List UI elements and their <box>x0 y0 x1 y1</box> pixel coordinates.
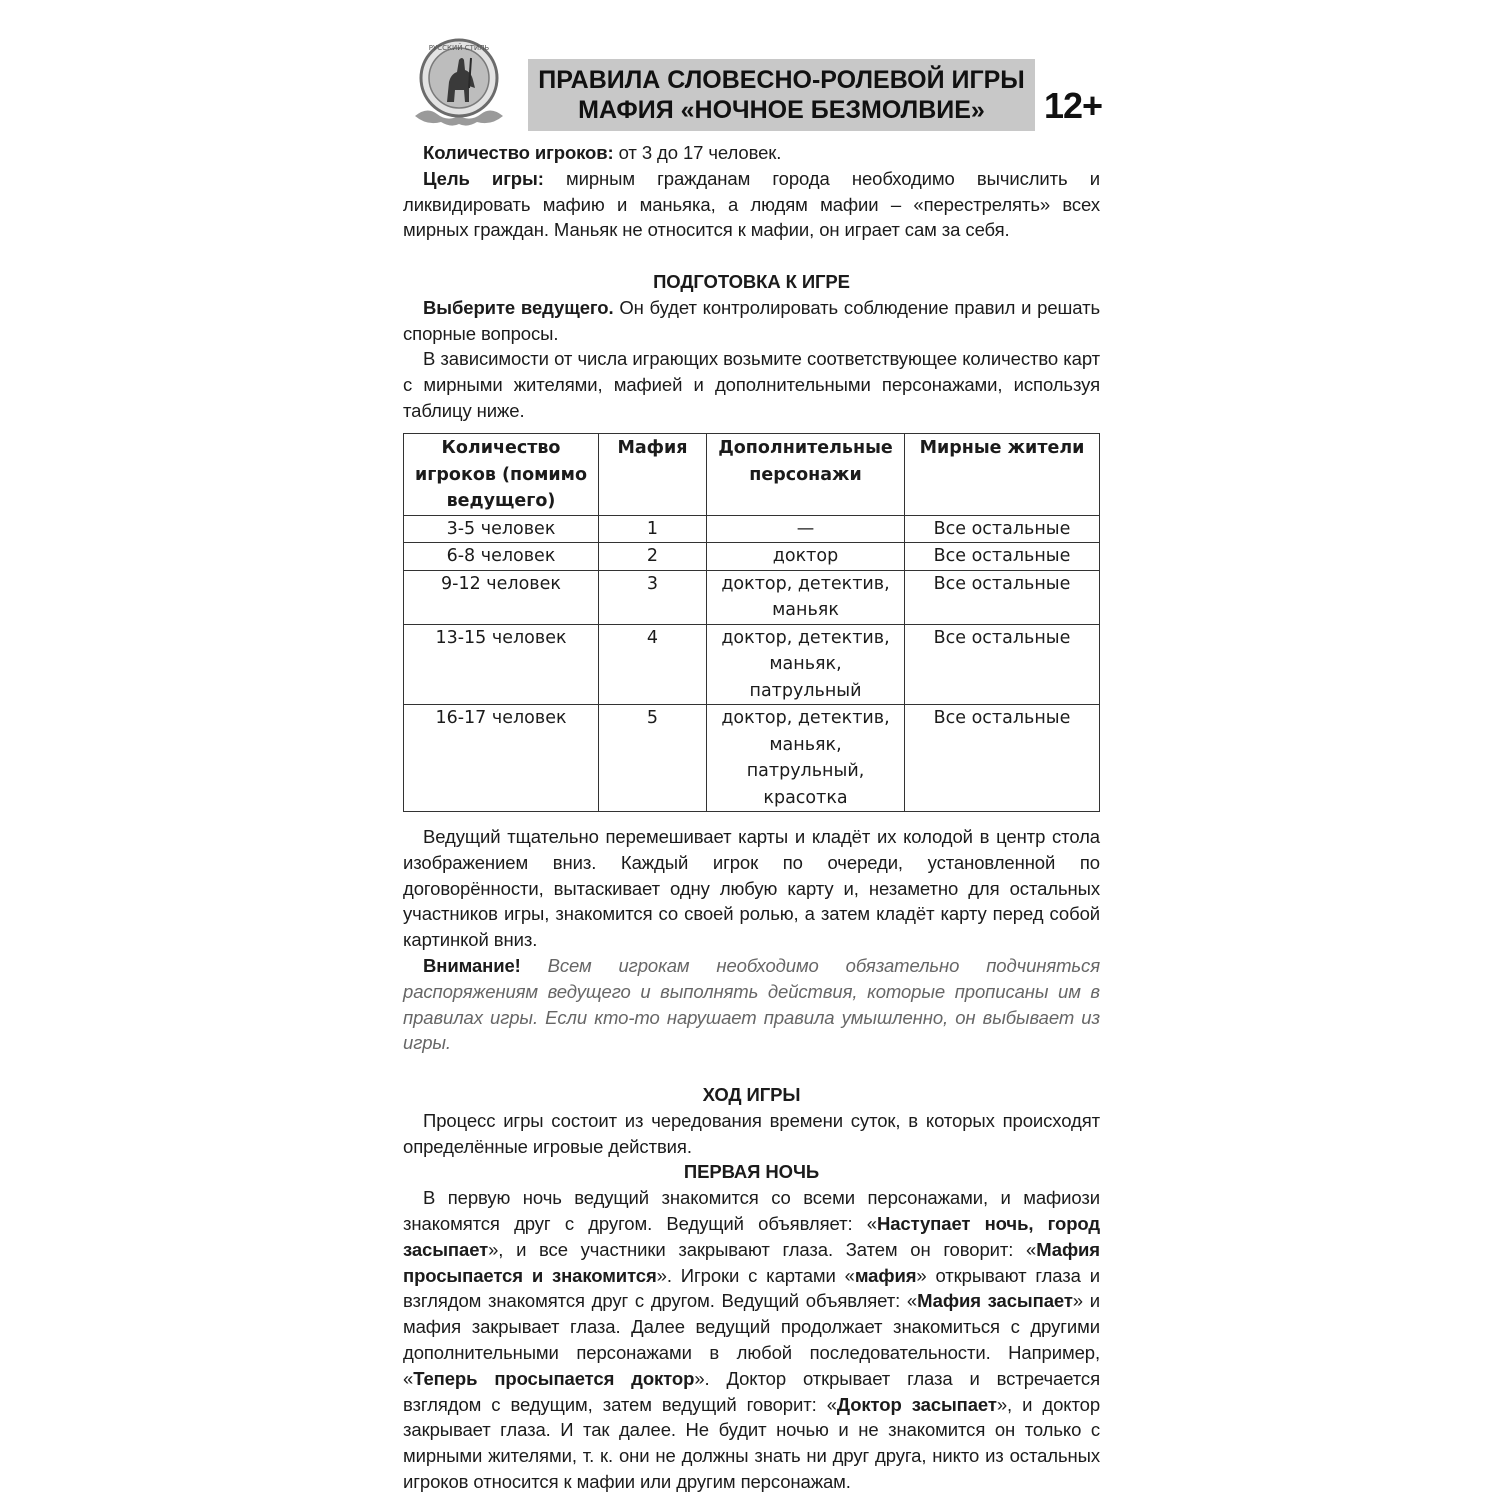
goal-paragraph <box>403 166 1100 243</box>
table-cell: 3-5 человек <box>404 515 599 543</box>
table-cell: доктор, детектив, маньяк <box>707 570 905 624</box>
players-count-paragraph <box>403 140 1100 166</box>
table-row <box>404 515 1100 543</box>
table-header-row <box>404 434 1100 516</box>
table-cell: 13-15 человек <box>404 624 599 705</box>
table-header-extra: Дополнительные персонажи <box>707 434 905 516</box>
table-cell: Все остальные <box>905 624 1100 705</box>
table-header-players: Количество игроков (помимо ведущего) <box>404 434 599 516</box>
warning-text: Всем игрокам необходимо обязательно подчиняться распоряжениям ведущего и выполнять действия, которые прописаны им в правилах игры. Если кто-то нарушает правила умышленно, он выбывает из игры. <box>403 954 1100 1054</box>
table-header-citizens: Мирные жители <box>905 434 1100 516</box>
first-night-paragraph <box>403 1185 1100 1495</box>
table-cell: доктор, детектив, маньяк, патрульный, красотка <box>707 705 905 812</box>
table-cell: Все остальные <box>905 543 1100 571</box>
players-count-text: от 3 до 17 человек. <box>613 142 782 163</box>
host-label: Выберите ведущего. <box>423 296 614 318</box>
cards-paragraph: В зависимости от числа играющих возьмите соответствующее количество карт с мирными жителями, мафией и дополнительными персонажами, используя таблицу ниже. <box>403 348 1100 421</box>
table-cell: Все остальные <box>905 705 1100 812</box>
first-night-text: » и мафия закрывает глаза. Далее ведущий продолжает знакомиться с другими дополнительными персонажами в любой последовательности. Например, « <box>403 1290 1101 1389</box>
table-cell: 1 <box>599 515 707 543</box>
age-rating: 12+ <box>1044 85 1103 126</box>
table-row <box>404 570 1100 624</box>
goal-label: Цель игры: <box>423 167 544 189</box>
gameplay-paragraph: Процесс игры состоит из чередования времени суток, в которых происходят определённые игровые действия. <box>403 1109 1100 1157</box>
table-header-mafia: Мафия <box>599 434 707 516</box>
table-cell: доктор <box>707 543 905 571</box>
first-night-heading: ПЕРВАЯ НОЧЬ <box>683 1161 820 1183</box>
table-cell: 16-17 человек <box>404 705 599 812</box>
players-count-label: Количество игроков: <box>423 142 614 163</box>
table-cell: Все остальные <box>905 515 1100 543</box>
table-cell: 3 <box>599 570 707 624</box>
table-cell: 4 <box>599 624 707 705</box>
host-phrase: Мафия засыпает <box>917 1290 1073 1312</box>
table-cell: 9-12 человек <box>404 570 599 624</box>
first-night-text: », и доктор закрывает глаза. И так далее. Не будит ночью и не знакомится он только с мирными жителями, т. к. они не должны знать ни друг друга, никто из остальных игроков относится к мафии или другим персонажам. <box>403 1393 1101 1492</box>
table-row <box>404 543 1100 571</box>
host-text: Он будет контролировать соблюдение правил и решать спорные вопросы. <box>403 296 1100 344</box>
table-cell: 6-8 человек <box>404 543 599 571</box>
preparation-heading: ПОДГОТОВКА К ИГРЕ <box>653 270 850 292</box>
table-row <box>404 624 1100 705</box>
title-line-2: МАФИЯ «НОЧНОЕ БЕЗМОЛВИЕ» <box>578 96 985 124</box>
title-box <box>528 59 1035 131</box>
roles-table <box>403 433 1100 812</box>
host-phrase: Доктор засыпает <box>836 1393 997 1415</box>
table-cell: 2 <box>599 543 707 571</box>
table-row <box>404 705 1100 812</box>
host-phrase: мафия <box>854 1264 917 1286</box>
shuffle-paragraph: Ведущий тщательно перемешивает карты и кладёт их колодой в центр стола изображением вниз. Каждый игрок по очереди, установленной по договорённости, вытаскивает одну любую карту и, незаметно для остальных участников игры, знакомится со своей ролью, а затем кладёт карту перед собой картинкой вниз. <box>403 826 1100 951</box>
warning-label: Внимание! <box>423 954 521 976</box>
first-night-text: » открывают глаза и взглядом знакомятся друг с другом. Ведущий объявляет: « <box>403 1264 1100 1312</box>
table-cell: доктор, детектив, маньяк, патрульный <box>707 624 905 705</box>
intro-section <box>403 140 1100 424</box>
after-table-section <box>403 824 1100 1495</box>
first-night-text: ». Игроки с картами « <box>656 1264 855 1286</box>
table-cell: 5 <box>599 705 707 812</box>
goal-text: мирным гражданам города необходимо вычислить и ликвидировать мафию и маньяка, а людям мафии – «перестрелять» всех мирных граждан. Маньяк не относится к мафии, он играет сам за себя. <box>403 167 1100 241</box>
title-line-1: ПРАВИЛА СЛОВЕСНО-РОЛЕВОЙ ИГРЫ <box>538 66 1025 94</box>
table-cell: Все остальные <box>905 570 1100 624</box>
first-night-text: », и все участники закрывают глаза. Затем он говорит: « <box>488 1238 1037 1260</box>
first-night-text: В первую ночь ведущий знакомится со всеми персонажами, и мафиози знакомятся друг с другом. Ведущий объявляет: « <box>403 1187 1100 1234</box>
table-cell: — <box>707 515 905 543</box>
gameplay-heading: ХОД ИГРЫ <box>702 1083 801 1105</box>
knight-seal-icon <box>407 36 511 130</box>
first-night-text: ». Доктор открывает глаза и встречается взглядом с ведущим, затем ведущий говорит: « <box>403 1367 1100 1415</box>
warning-paragraph <box>403 953 1100 1056</box>
host-phrase: Мафия просыпается и знакомится <box>403 1238 1100 1286</box>
host-phrase: Теперь просыпается доктор <box>413 1367 695 1389</box>
host-phrase: Наступает ночь, город засыпает <box>403 1212 1100 1260</box>
logo-text: РУССКИЙ СТИЛЬ <box>428 44 490 52</box>
host-paragraph <box>403 295 1100 347</box>
